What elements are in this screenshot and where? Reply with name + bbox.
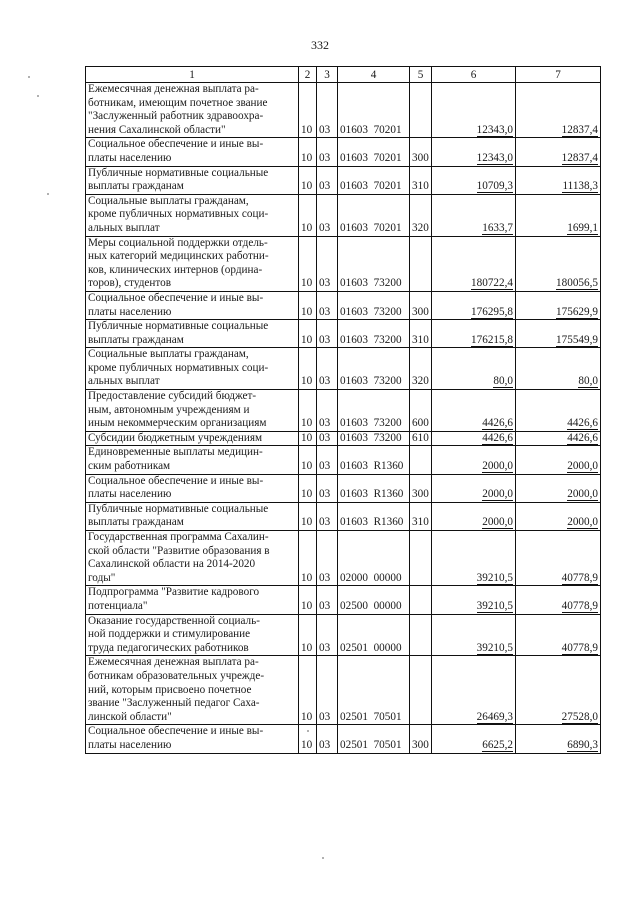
cell-amount-2-value: 4426,6 bbox=[567, 431, 598, 444]
scan-speck bbox=[47, 193, 49, 195]
cell-name: Субсидии бюджетным учреждениям bbox=[86, 431, 299, 446]
cell-expense-type: 320 bbox=[410, 348, 432, 390]
cell-amount-1-value: 2000,0 bbox=[482, 460, 513, 473]
header-cell-target-article: 4 bbox=[338, 67, 410, 83]
table-row bbox=[86, 83, 601, 138]
table-row bbox=[86, 291, 601, 319]
header-cell-subsection: 3 bbox=[317, 67, 338, 83]
cell-target-article: 01603 R1360 bbox=[338, 446, 410, 474]
cell-expense-type bbox=[410, 83, 432, 138]
cell-name: Социальное обеспечение и иные вы- платы населению bbox=[86, 138, 299, 166]
cell-section: 10 bbox=[299, 320, 317, 348]
cell-amount-1 bbox=[432, 83, 516, 138]
cell-amount-1 bbox=[432, 390, 516, 432]
scan-speck bbox=[37, 95, 39, 97]
cell-amount-1 bbox=[432, 586, 516, 614]
cell-section: 10 bbox=[299, 138, 317, 166]
cell-section: 10 bbox=[299, 166, 317, 194]
cell-subsection: 03 bbox=[317, 725, 338, 753]
cell-amount-2 bbox=[516, 531, 601, 586]
cell-subsection: 03 bbox=[317, 236, 338, 291]
cell-amount-2 bbox=[516, 502, 601, 530]
cell-subsection: 03 bbox=[317, 166, 338, 194]
cell-subsection: 03 bbox=[317, 586, 338, 614]
cell-expense-type: 300 bbox=[410, 474, 432, 502]
cell-target-article: 01603 73200 bbox=[338, 390, 410, 432]
table-row bbox=[86, 656, 601, 725]
cell-section: 10 bbox=[299, 725, 317, 753]
cell-section: 10 bbox=[299, 194, 317, 236]
cell-amount-2-value: 4426,6 bbox=[567, 417, 598, 430]
cell-amount-1 bbox=[432, 446, 516, 474]
table-header bbox=[86, 67, 601, 83]
table-row bbox=[86, 725, 601, 753]
cell-amount-1-value: 80,0 bbox=[493, 375, 513, 388]
cell-amount-1-value: 4426,6 bbox=[482, 417, 513, 430]
cell-target-article: 01603 R1360 bbox=[338, 474, 410, 502]
cell-name: Социальные выплаты гражданам, кроме публичных нормативных соци- альных выплат bbox=[86, 348, 299, 390]
table-body bbox=[86, 83, 601, 754]
scan-speck bbox=[322, 857, 324, 859]
cell-section: 10 bbox=[299, 446, 317, 474]
cell-amount-2 bbox=[516, 320, 601, 348]
cell-amount-1-value: 4426,6 bbox=[482, 431, 513, 444]
cell-amount-1 bbox=[432, 531, 516, 586]
cell-name: Социальное обеспечение и иные вы- платы населению bbox=[86, 725, 299, 753]
cell-name: Предоставление субсидий бюджет- ным, автономным учреждениям и иным некоммерческим организациям bbox=[86, 390, 299, 432]
cell-target-article: 01603 70201 bbox=[338, 83, 410, 138]
budget-table bbox=[85, 66, 601, 754]
cell-amount-2 bbox=[516, 474, 601, 502]
cell-name: Оказание государственной социаль- ной поддержки и стимулирование труда педагогических работников bbox=[86, 614, 299, 656]
table-row bbox=[86, 502, 601, 530]
cell-subsection: 03 bbox=[317, 194, 338, 236]
cell-amount-1 bbox=[432, 725, 516, 753]
cell-amount-2 bbox=[516, 725, 601, 753]
cell-amount-2 bbox=[516, 348, 601, 390]
cell-name: Ежемесячная денежная выплата ра- ботникам, имеющим почетное звание "Заслуженный работник здравоохра- нения Сахалинской области" bbox=[86, 83, 299, 138]
cell-section: 10 bbox=[299, 502, 317, 530]
cell-section: 10 bbox=[299, 236, 317, 291]
cell-target-article: 02500 00000 bbox=[338, 586, 410, 614]
cell-amount-2 bbox=[516, 446, 601, 474]
cell-name: Государственная программа Сахалин- ской области "Развитие образования в Сахалинской области на 2014-2020 годы" bbox=[86, 531, 299, 586]
cell-amount-2 bbox=[516, 586, 601, 614]
cell-amount-1-value: 26469,3 bbox=[476, 710, 513, 723]
cell-expense-type: 610 bbox=[410, 431, 432, 446]
table-row bbox=[86, 531, 601, 586]
cell-name: Единовременные выплаты медицин- ским работникам bbox=[86, 446, 299, 474]
cell-target-article: 01603 70201 bbox=[338, 166, 410, 194]
cell-amount-1-value: 39210,5 bbox=[476, 599, 513, 612]
cell-subsection: 03 bbox=[317, 83, 338, 138]
cell-amount-2 bbox=[516, 431, 601, 446]
cell-expense-type: 310 bbox=[410, 320, 432, 348]
table-row bbox=[86, 474, 601, 502]
cell-target-article: 01603 R1360 bbox=[338, 502, 410, 530]
cell-target-article: 02501 70501 bbox=[338, 725, 410, 753]
scan-speck bbox=[28, 76, 30, 78]
cell-target-article: 02501 70501 bbox=[338, 656, 410, 725]
cell-amount-2-value: 40778,9 bbox=[561, 571, 598, 584]
header-cell-name: 1 bbox=[86, 67, 299, 83]
table-row bbox=[86, 446, 601, 474]
cell-amount-1-value: 176215,8 bbox=[471, 333, 513, 346]
cell-target-article: 01603 73200 bbox=[338, 291, 410, 319]
page-number: 332 bbox=[311, 38, 329, 52]
cell-amount-1-value: 1633,7 bbox=[482, 221, 513, 234]
cell-name: Социальные выплаты гражданам, кроме публичных нормативных соци- альных выплат bbox=[86, 194, 299, 236]
header-cell-amount-2: 7 bbox=[516, 67, 601, 83]
cell-target-article: 01603 70201 bbox=[338, 138, 410, 166]
cell-amount-1-value: 12343,0 bbox=[476, 151, 513, 164]
cell-expense-type: 300 bbox=[410, 138, 432, 166]
cell-section: 10 bbox=[299, 614, 317, 656]
cell-amount-2-value: 80,0 bbox=[578, 375, 598, 388]
cell-amount-2-value: 6890,3 bbox=[567, 738, 598, 751]
cell-section: 10 bbox=[299, 656, 317, 725]
cell-amount-1 bbox=[432, 502, 516, 530]
cell-section: 10 bbox=[299, 531, 317, 586]
cell-name: Подпрограмма "Развитие кадрового потенциала" bbox=[86, 586, 299, 614]
cell-target-article: 01603 73200 bbox=[338, 320, 410, 348]
cell-expense-type bbox=[410, 586, 432, 614]
cell-expense-type: 300 bbox=[410, 291, 432, 319]
cell-amount-1 bbox=[432, 236, 516, 291]
cell-subsection: 03 bbox=[317, 320, 338, 348]
cell-subsection: 03 bbox=[317, 656, 338, 725]
cell-target-article: 01603 73200 bbox=[338, 348, 410, 390]
cell-subsection: 03 bbox=[317, 531, 338, 586]
cell-target-article: 01603 73200 bbox=[338, 236, 410, 291]
cell-amount-2 bbox=[516, 291, 601, 319]
cell-subsection: 03 bbox=[317, 502, 338, 530]
cell-amount-2-value: 2000,0 bbox=[567, 460, 598, 473]
cell-amount-2 bbox=[516, 390, 601, 432]
cell-amount-1 bbox=[432, 320, 516, 348]
cell-amount-1 bbox=[432, 166, 516, 194]
cell-name: Социальное обеспечение и иные вы- платы населению bbox=[86, 291, 299, 319]
cell-name: Публичные нормативные социальные выплаты гражданам bbox=[86, 166, 299, 194]
table-row bbox=[86, 614, 601, 656]
cell-amount-2 bbox=[516, 236, 601, 291]
cell-amount-2-value: 12837,4 bbox=[561, 123, 598, 136]
cell-name: Публичные нормативные социальные выплаты гражданам bbox=[86, 502, 299, 530]
cell-amount-2-value: 1699,1 bbox=[567, 221, 598, 234]
table-row bbox=[86, 166, 601, 194]
cell-expense-type: 320 bbox=[410, 194, 432, 236]
cell-target-article: 02000 00000 bbox=[338, 531, 410, 586]
cell-amount-2-value: 175629,9 bbox=[556, 305, 598, 318]
table-row bbox=[86, 431, 601, 446]
cell-target-article: 02501 00000 bbox=[338, 614, 410, 656]
cell-amount-1 bbox=[432, 656, 516, 725]
cell-amount-2-value: 175549,9 bbox=[556, 333, 598, 346]
cell-amount-1 bbox=[432, 474, 516, 502]
cell-subsection: 03 bbox=[317, 390, 338, 432]
cell-section: 10 bbox=[299, 348, 317, 390]
header-cell-expense-type: 5 bbox=[410, 67, 432, 83]
cell-amount-2-value: 2000,0 bbox=[567, 488, 598, 501]
cell-subsection: 03 bbox=[317, 474, 338, 502]
table-row bbox=[86, 586, 601, 614]
cell-amount-2-value: 180056,5 bbox=[556, 277, 598, 290]
cell-expense-type bbox=[410, 656, 432, 725]
cell-subsection: 03 bbox=[317, 614, 338, 656]
cell-amount-1-value: 10709,3 bbox=[476, 180, 513, 193]
cell-subsection: 03 bbox=[317, 291, 338, 319]
cell-amount-1-value: 6625,2 bbox=[482, 738, 513, 751]
cell-expense-type bbox=[410, 531, 432, 586]
cell-amount-1 bbox=[432, 614, 516, 656]
cell-expense-type bbox=[410, 614, 432, 656]
header-cell-amount-1: 6 bbox=[432, 67, 516, 83]
cell-amount-1-value: 39210,5 bbox=[476, 571, 513, 584]
cell-section: 10 bbox=[299, 390, 317, 432]
cell-subsection: 03 bbox=[317, 431, 338, 446]
table-row bbox=[86, 138, 601, 166]
cell-expense-type: 310 bbox=[410, 502, 432, 530]
cell-amount-2 bbox=[516, 83, 601, 138]
cell-amount-1-value: 180722,4 bbox=[471, 277, 513, 290]
header-cell-section: 2 bbox=[299, 67, 317, 83]
cell-section: 10 bbox=[299, 83, 317, 138]
cell-amount-2-value: 12837,4 bbox=[561, 151, 598, 164]
cell-expense-type: 300 bbox=[410, 725, 432, 753]
cell-expense-type bbox=[410, 446, 432, 474]
cell-amount-1-value: 39210,5 bbox=[476, 641, 513, 654]
scan-speck bbox=[307, 730, 309, 732]
cell-amount-1-value: 176295,8 bbox=[471, 305, 513, 318]
cell-section: 10 bbox=[299, 474, 317, 502]
cell-amount-2-value: 40778,9 bbox=[561, 641, 598, 654]
cell-amount-1-value: 2000,0 bbox=[482, 516, 513, 529]
table-row bbox=[86, 390, 601, 432]
cell-amount-2-value: 2000,0 bbox=[567, 516, 598, 529]
cell-amount-2 bbox=[516, 166, 601, 194]
cell-amount-2-value: 40778,9 bbox=[561, 599, 598, 612]
cell-expense-type bbox=[410, 236, 432, 291]
cell-amount-2-value: 27528,0 bbox=[561, 710, 598, 723]
cell-subsection: 03 bbox=[317, 138, 338, 166]
cell-name: Ежемесячная денежная выплата ра- ботникам образовательных учрежде- ний, которым присвоено почетное звание "Заслуженный педагог Саха- линской области" bbox=[86, 656, 299, 725]
cell-amount-2-value: 11138,3 bbox=[562, 180, 598, 193]
cell-name: Социальное обеспечение и иные вы- платы населению bbox=[86, 474, 299, 502]
cell-amount-1 bbox=[432, 138, 516, 166]
cell-expense-type: 310 bbox=[410, 166, 432, 194]
cell-section: 10 bbox=[299, 586, 317, 614]
header-row bbox=[86, 67, 601, 83]
cell-amount-1 bbox=[432, 291, 516, 319]
cell-amount-2 bbox=[516, 194, 601, 236]
cell-target-article: 01603 73200 bbox=[338, 431, 410, 446]
cell-expense-type: 600 bbox=[410, 390, 432, 432]
table-row bbox=[86, 320, 601, 348]
cell-amount-1 bbox=[432, 194, 516, 236]
table-row bbox=[86, 194, 601, 236]
table-row bbox=[86, 236, 601, 291]
cell-amount-1 bbox=[432, 348, 516, 390]
cell-name: Публичные нормативные социальные выплаты гражданам bbox=[86, 320, 299, 348]
cell-amount-1 bbox=[432, 431, 516, 446]
cell-amount-2 bbox=[516, 138, 601, 166]
cell-amount-1-value: 2000,0 bbox=[482, 488, 513, 501]
cell-amount-1-value: 12343,0 bbox=[476, 123, 513, 136]
cell-target-article: 01603 70201 bbox=[338, 194, 410, 236]
cell-section: 10 bbox=[299, 291, 317, 319]
cell-name: Меры социальной поддержки отдель- ных категорий медицинских работни- ков, клинических интернов (ордина- торов), студентов bbox=[86, 236, 299, 291]
cell-subsection: 03 bbox=[317, 348, 338, 390]
cell-section: 10 bbox=[299, 431, 317, 446]
cell-amount-2 bbox=[516, 614, 601, 656]
cell-subsection: 03 bbox=[317, 446, 338, 474]
table-row bbox=[86, 348, 601, 390]
cell-amount-2 bbox=[516, 656, 601, 725]
